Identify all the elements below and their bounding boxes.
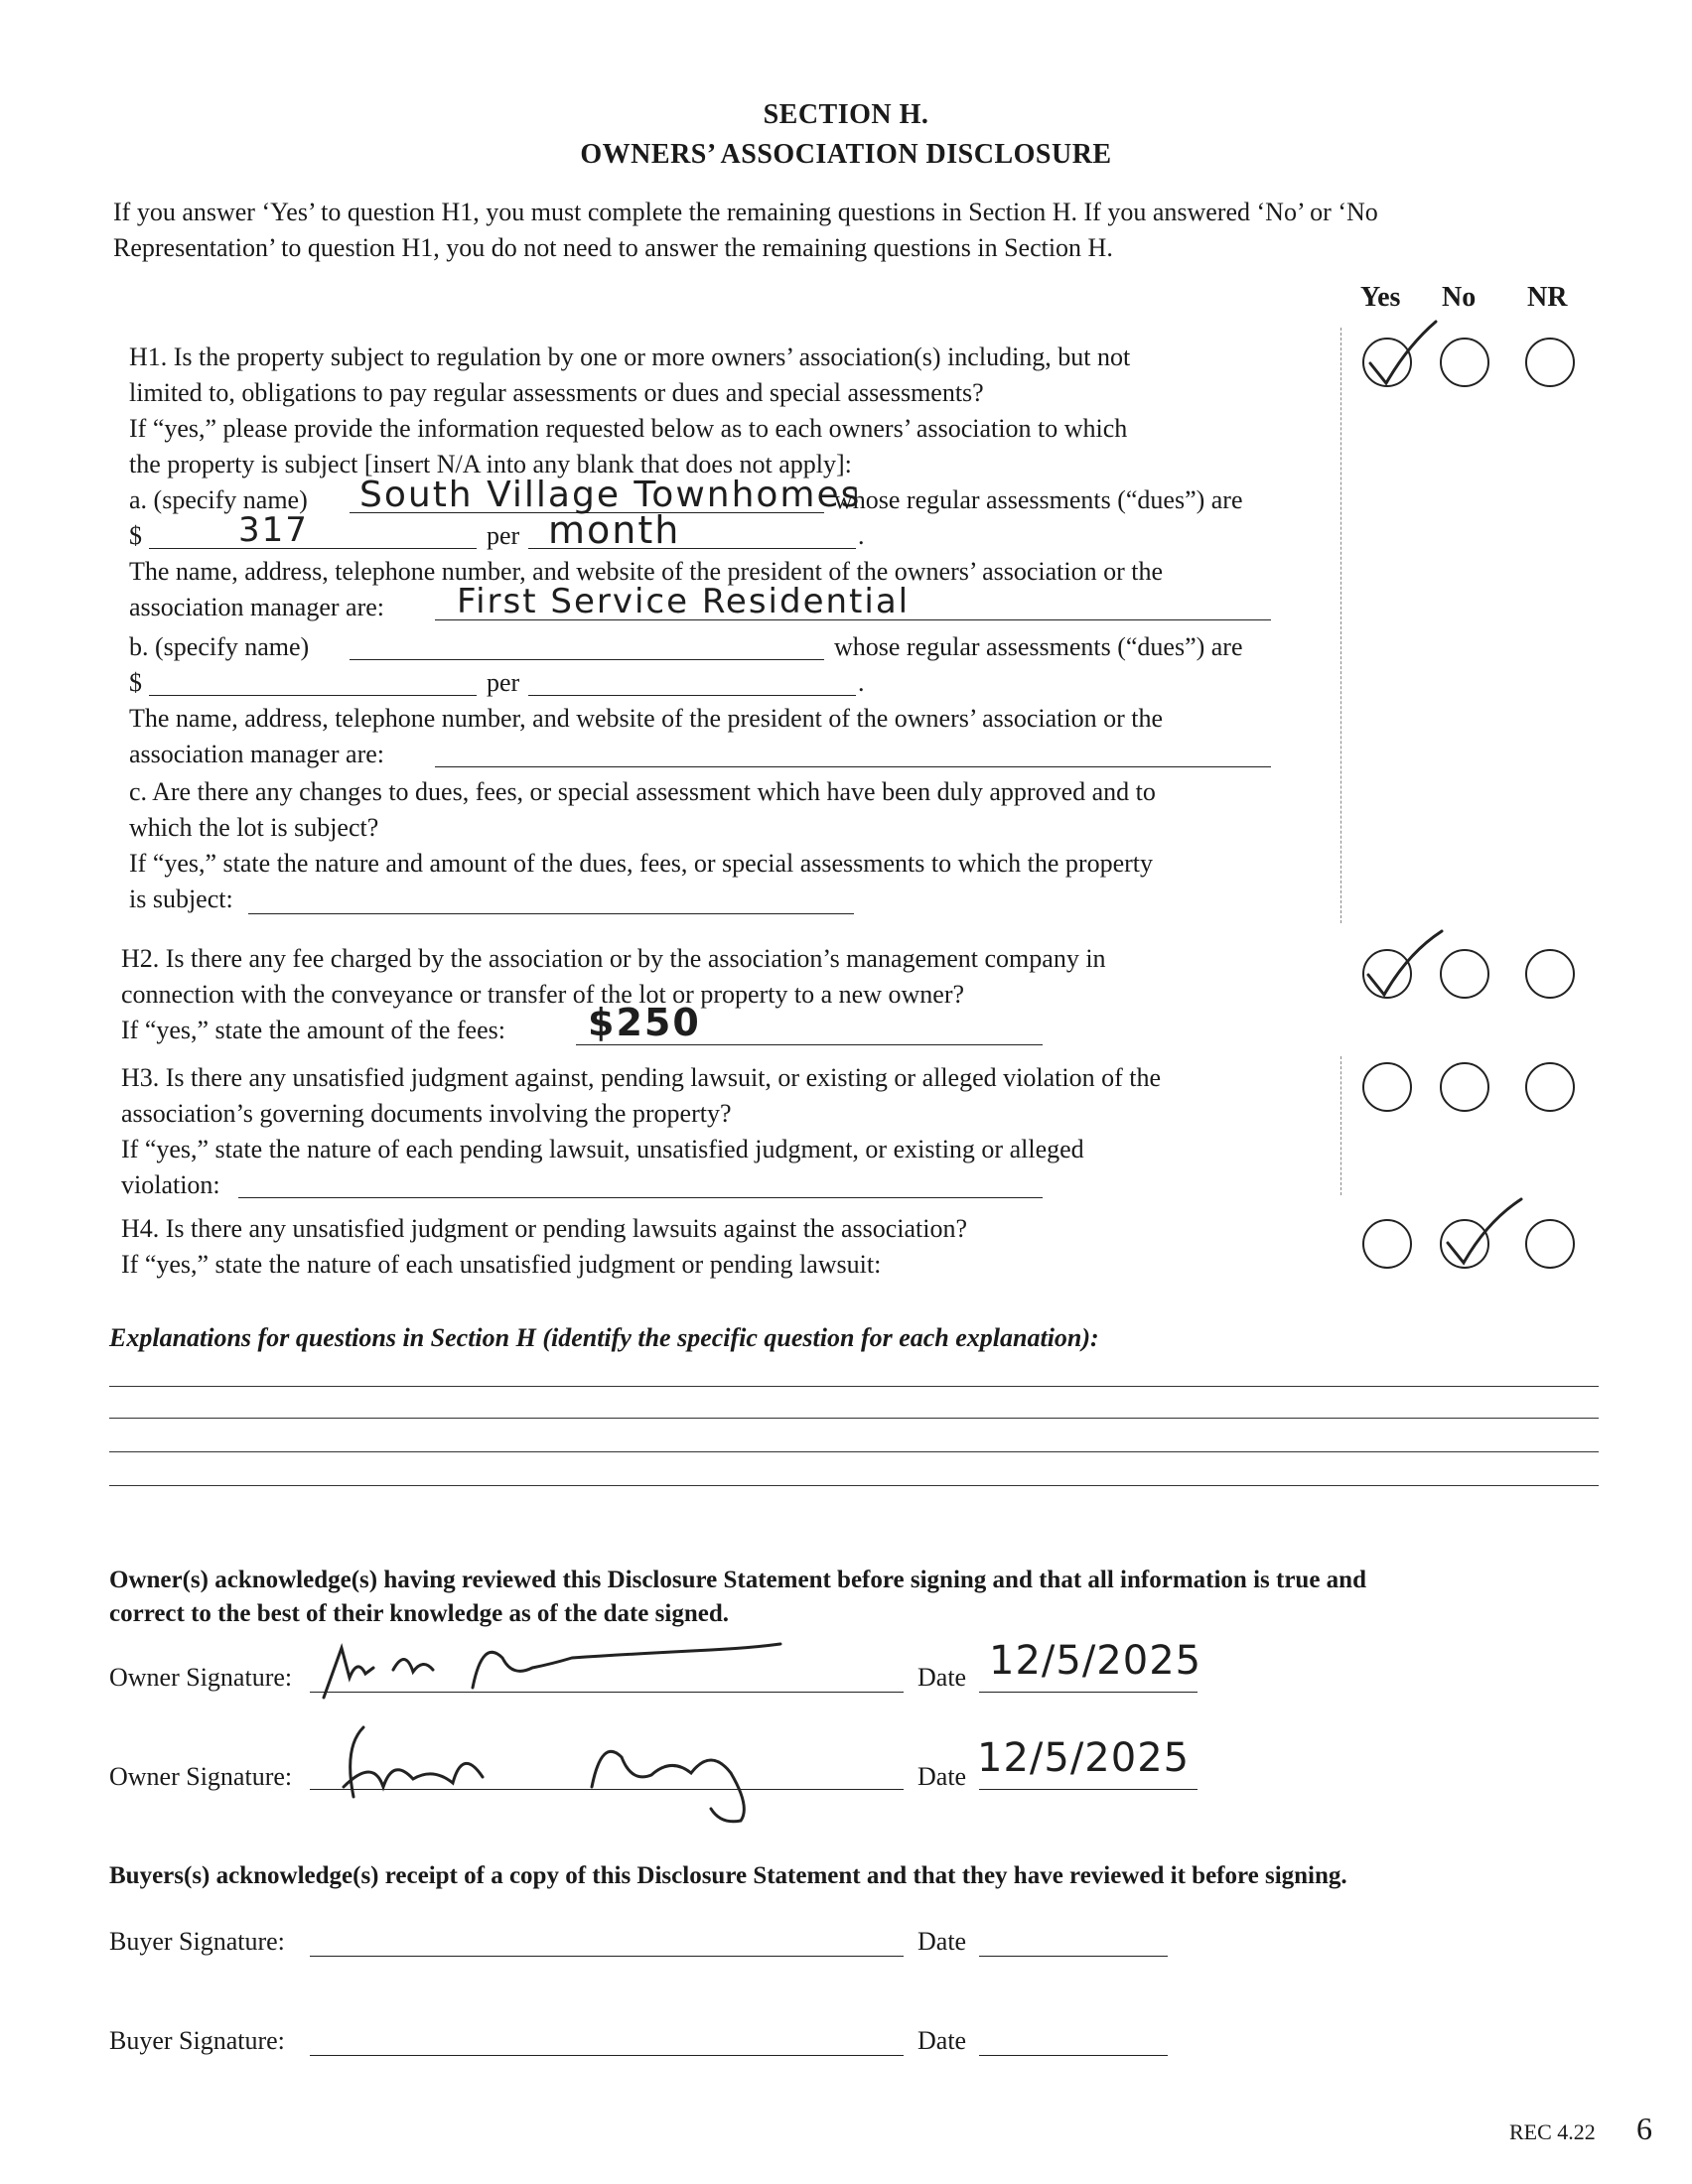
h2-fee-label: If “yes,” state the amount of the fees:	[121, 1016, 505, 1044]
owner-date-2-handwritten: 12/5/2025	[977, 1735, 1191, 1781]
owner-signature-2-label: Owner Signature:	[109, 1762, 293, 1791]
page-title: OWNERS’ ASSOCIATION DISCLOSURE	[580, 139, 1112, 170]
explanations-label: Explanations for questions in Section H (identify the specific question for each explanation):	[109, 1323, 1099, 1352]
h4-question-line-2: If “yes,” state the nature of each unsatisfied judgment or pending lawsuit:	[121, 1250, 882, 1279]
h2-fee-field[interactable]	[576, 1044, 1043, 1045]
h1c-line-1: c. Are there any changes to dues, fees, or special assessment which have been duly approved and to	[129, 777, 1156, 806]
h1b-manager-label: association manager are:	[129, 740, 384, 768]
h1a-manager-line-1: The name, address, telephone number, and website of the president of the owners’ association or the	[129, 557, 1164, 586]
h4-yes-radio[interactable]	[1362, 1219, 1412, 1269]
h1b-suffix: whose regular assessments (“dues”) are	[834, 632, 1243, 661]
h1b-per: per	[487, 668, 520, 697]
h1b-manager-field[interactable]	[435, 766, 1271, 767]
buyer-signature-1-label: Buyer Signature:	[109, 1927, 285, 1956]
h1c-field[interactable]	[248, 913, 854, 914]
h1b-amount-field[interactable]	[149, 695, 477, 696]
h1b-prefix: b. (specify name)	[129, 632, 310, 661]
buyer-signature-2-field[interactable]	[310, 2055, 904, 2056]
buyer-signature-2-label: Buyer Signature:	[109, 2026, 285, 2055]
h1a-manager-handwritten: First Service Residential	[457, 582, 911, 621]
h3-no-radio[interactable]	[1440, 1062, 1489, 1112]
h1c-line-2: which the lot is subject?	[129, 813, 379, 842]
explanation-line-3[interactable]	[109, 1451, 1599, 1452]
h2-question-line-1: H2. Is there any fee charged by the association or by the association’s management company in	[121, 944, 1106, 973]
h1-question-line-1: H1. Is the property subject to regulation by one or more owners’ association(s) including, but not	[129, 342, 1131, 371]
h1a-manager-label: association manager are:	[129, 593, 384, 621]
h3-nr-radio[interactable]	[1525, 1062, 1575, 1112]
h1-yes-checkmark-icon	[1362, 316, 1442, 395]
owner-ack-line-1: Owner(s) acknowledge(s) having reviewed this Disclosure Statement before signing and that all information is true and	[109, 1567, 1366, 1593]
owner-date-1-label: Date	[917, 1663, 967, 1692]
intro-line-1: If you answer ‘Yes’ to question H1, you must complete the remaining questions in Section H. If you answered ‘No’ or ‘No	[113, 198, 1378, 226]
h1a-amount-handwritten: 317	[238, 510, 309, 550]
h2-yes-checkmark-icon	[1358, 923, 1448, 1003]
buyer-date-2-label: Date	[917, 2026, 967, 2055]
page-number: 6	[1636, 2111, 1652, 2146]
h1a-amount-field[interactable]	[149, 548, 477, 549]
buyer-date-1-field[interactable]	[979, 1956, 1168, 1957]
h3-violation-field[interactable]	[238, 1197, 1043, 1198]
column-header-yes: Yes	[1360, 282, 1401, 313]
h1a-period-handwritten: month	[548, 508, 681, 552]
buyer-date-1-label: Date	[917, 1927, 967, 1956]
owner-signature-1-handwritten	[314, 1628, 790, 1707]
h1-instruction-line-1: If “yes,” please provide the information requested below as to each owners’ association to which	[129, 414, 1128, 443]
h2-question-line-2: connection with the conveyance or transfer of the lot or property to a new owner?	[121, 980, 965, 1009]
h1b-manager-line-1: The name, address, telephone number, and website of the president of the owners’ association or the	[129, 704, 1164, 733]
h1a-suffix: whose regular assessments (“dues”) are	[834, 485, 1243, 514]
h4-nr-radio[interactable]	[1525, 1219, 1575, 1269]
h1b-period-field[interactable]	[528, 695, 856, 696]
owner-signature-2-handwritten	[314, 1717, 830, 1827]
h1c-line-3: If “yes,” state the nature and amount of the dues, fees, or special assessments to which the property	[129, 849, 1153, 878]
h1a-dollar: $	[129, 521, 142, 550]
h3-instruction-line: If “yes,” state the nature of each pending lawsuit, unsatisfied judgment, or existing or alleged	[121, 1135, 1084, 1163]
h1a-per: per	[487, 521, 520, 550]
explanation-line-4[interactable]	[109, 1485, 1599, 1486]
h3-question-line-1: H3. Is there any unsatisfied judgment against, pending lawsuit, or existing or alleged violation of the	[121, 1063, 1161, 1092]
h3-yes-radio[interactable]	[1362, 1062, 1412, 1112]
intro-line-2: Representation’ to question H1, you do not need to answer the remaining questions in Section H.	[113, 233, 1113, 262]
h1a-prefix: a. (specify name)	[129, 485, 308, 514]
owner-signature-1-label: Owner Signature:	[109, 1663, 293, 1692]
h1-box-border	[1339, 328, 1341, 923]
h3-violation-label: violation:	[121, 1170, 220, 1199]
h1a-period-end: .	[858, 521, 865, 550]
h1-question-line-2: limited to, obligations to pay regular assessments or dues and special assessments?	[129, 378, 984, 407]
owner-ack-line-2: correct to the best of their knowledge as of the date signed.	[109, 1600, 729, 1627]
h1b-name-field[interactable]	[350, 659, 824, 660]
owner-date-2-field[interactable]	[979, 1789, 1198, 1790]
owner-date-2-label: Date	[917, 1762, 967, 1791]
owner-date-1-field[interactable]	[979, 1692, 1198, 1693]
explanation-line-2[interactable]	[109, 1418, 1599, 1419]
h3-question-line-2: association’s governing documents involving the property?	[121, 1099, 732, 1128]
h1-nr-radio[interactable]	[1525, 338, 1575, 387]
owner-date-1-handwritten: 12/5/2025	[989, 1638, 1202, 1684]
h1c-label: is subject:	[129, 885, 233, 913]
h2-nr-radio[interactable]	[1525, 949, 1575, 999]
h1-no-radio[interactable]	[1440, 338, 1489, 387]
h3-box-border	[1339, 1056, 1341, 1195]
buyer-ack: Buyers(s) acknowledge(s) receipt of a copy of this Disclosure Statement and that they have reviewed it before signing.	[109, 1862, 1347, 1889]
explanation-line-1[interactable]	[109, 1386, 1599, 1387]
h1b-dollar: $	[129, 668, 142, 697]
h4-question-line-1: H4. Is there any unsatisfied judgment or pending lawsuits against the association?	[121, 1214, 968, 1243]
h1-instruction-line-2: the property is subject [insert N/A into any blank that does not apply]:	[129, 450, 852, 478]
h4-no-checkmark-icon	[1438, 1191, 1527, 1271]
h2-fee-handwritten: $250	[588, 1001, 701, 1044]
column-header-nr: NR	[1527, 282, 1568, 313]
h1b-period-end: .	[858, 668, 865, 697]
buyer-signature-1-field[interactable]	[310, 1956, 904, 1957]
column-header-no: No	[1442, 282, 1477, 313]
h1a-name-handwritten: South Village Townhomes	[359, 475, 862, 515]
form-code: REC 4.22	[1509, 2119, 1596, 2144]
buyer-date-2-field[interactable]	[979, 2055, 1168, 2056]
section-heading: SECTION H.	[763, 99, 929, 130]
